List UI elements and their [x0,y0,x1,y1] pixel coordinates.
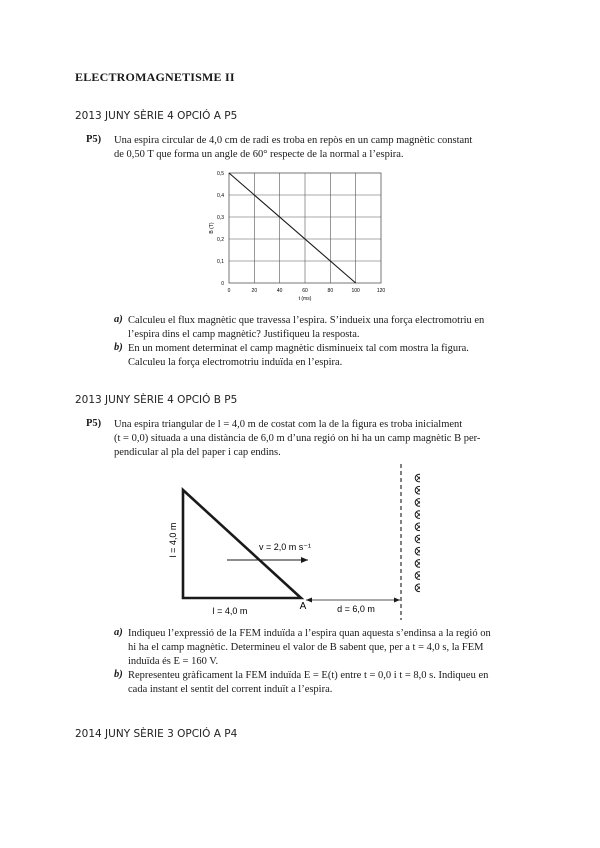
part-line: cada instant el sentit del corrent induït a l’espira. [128,684,333,695]
series-line [229,173,356,283]
x-tick-label: 120 [376,288,386,294]
y-tick-label: 0,3 [217,215,224,221]
part-letter: b) [114,342,123,353]
chart-grid [229,173,381,283]
problem-statement-2 [114,418,512,460]
x-tick-label: 100 [351,288,360,294]
part-line: Indiqueu l’expressió de la FEM induïda a l’espira quan aquesta s’endinsa a la regió on [128,628,491,639]
part-b-2 [114,669,512,697]
chart-x-label: t (ms) [298,296,312,302]
problem-label-1: P5) [86,134,102,145]
part-line: Representeu gràficament la FEM induïda E = E(t) entre t = 0,0 i t = 8,0 s. Indiqueu en [128,670,489,681]
y-tick-label: 0,4 [217,193,224,199]
part-line: Calculeu el flux magnètic que travessa l’espira. S’indueix una força electromotriu en [128,315,485,326]
section-heading-2: 2013 JUNY SÈRIE 4 OPCIÓ B P5 [75,394,238,406]
document-title: ELECTROMAGNETISME II [75,70,235,84]
y-tick-label: 0 [221,281,224,287]
section-heading-3: 2014 JUNY SÈRIE 3 OPCIÓ A P4 [75,728,238,740]
x-tick-label: 20 [251,288,258,294]
part-letter: a) [114,314,123,325]
magnetic-field-symbols [415,474,420,591]
statement-line: Una espira circular de 4,0 cm de radi es troba en repòs en un camp magnètic constant [114,135,473,146]
x-tick-label: 40 [276,288,283,294]
part-line: Calculeu la força electromotriu induïda en l’espira. [128,357,343,368]
section-heading-1: 2013 JUNY SÈRIE 4 OPCIÓ A P5 [75,110,238,122]
y-tick-label: 0,5 [217,171,224,177]
chart-series [229,173,356,283]
x-tick-label: 80 [327,288,334,294]
statement-line: Una espira triangular de l = 4,0 m de costat com la de la figura es troba inicialment [114,419,463,430]
triangular-loop-figure [160,462,420,622]
field-into-page-icon [415,535,420,543]
part-letter: a) [114,627,123,638]
problem-label-2: P5) [86,418,102,429]
part-line: hi ha el camp magnètic. Determineu el valor de B sabent que, per a t = 4,0 s, la FEM [128,642,484,653]
field-into-page-icon [415,474,420,482]
field-into-page-icon [415,499,420,507]
velocity-arrowhead [301,557,308,563]
field-into-page-icon [415,511,420,519]
statement-line: pendicular al pla del paper i cap endins. [114,447,281,458]
velocity-label: v = 2,0 m s⁻¹ [258,542,312,552]
distance-label: d = 6,0 m [337,604,375,614]
part-a-1 [114,314,512,342]
y-tick-label: 0,2 [217,237,224,243]
y-tick-label: 0,1 [217,259,224,265]
field-into-page-icon [415,547,420,555]
chart-y-label: B (T) [209,222,215,234]
field-into-page-icon [415,560,420,568]
part-line: induïda és E = 160 V. [128,656,219,667]
distance-arrowhead-left [306,598,312,603]
chart-ticks [217,171,385,294]
vertical-side-label: l = 4,0 m [168,522,178,558]
part-line: En un moment determinat el camp magnètic disminueix tal com mostra la figura. [128,343,469,354]
x-tick-label: 60 [302,288,308,294]
vertex-label: A [299,601,307,612]
part-a-2 [114,627,512,669]
distance-arrowhead-right [394,598,400,603]
part-line: l’espira dins el camp magnètic? Justifiqueu la resposta. [128,329,360,340]
horizontal-side-label: l = 4,0 m [212,606,248,616]
field-into-page-icon [415,486,420,494]
x-tick-label: 0 [227,288,231,294]
statement-line: de 0,50 T que forma un angle de 60° respecte de la normal a l’espira. [114,149,404,160]
statement-line: (t = 0,0) situada a una distància de 6,0 m d’una regió on hi ha un camp magnètic B per- [114,433,481,444]
field-into-page-icon [415,584,420,592]
problem-statement-1 [114,134,512,162]
field-into-page-icon [415,572,420,580]
part-letter: b) [114,669,123,680]
magnetic-field-chart [205,163,395,305]
part-b-1 [114,342,512,370]
field-into-page-icon [415,523,420,531]
